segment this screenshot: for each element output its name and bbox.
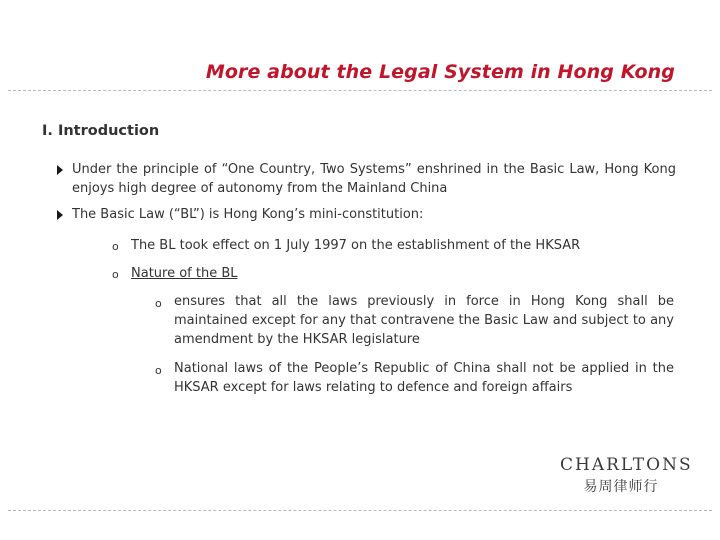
bullet-text: Under the principle of “One Country, Two Systems” enshrined in the Basic Law, Hong Kong enjoys high degree of autonomy from the Mainland China xyxy=(72,162,676,196)
logo-name-zh: 易周律师行 xyxy=(583,479,659,495)
circle-bullet-icon: o xyxy=(155,364,162,377)
bullet-text: The Basic Law (“BL”) is Hong Kong’s mini-constitution: xyxy=(72,207,424,222)
sub-sub-item-text: ensures that all the laws previously in force in Hong Kong shall be maintained except for any that contravene the Basic Law and subject to any amendment by the HKSAR legislature xyxy=(174,294,674,347)
sub-item-text: Nature of the BL xyxy=(131,266,238,281)
logo-name-en: CHARLTONS xyxy=(560,455,693,475)
circle-bullet-icon: o xyxy=(112,268,119,281)
arrow-bullet-icon xyxy=(57,210,63,220)
section-heading xyxy=(42,123,159,139)
slide-title: More about the Legal System in Hong Kong xyxy=(205,61,675,83)
sub-sub-item-text: National laws of the People’s Republic of China shall not be applied in the HKSAR except for laws relating to defence and foreign affairs xyxy=(174,361,674,395)
arrow-bullet-icon xyxy=(57,165,63,175)
top-divider xyxy=(8,90,712,91)
section-title: Introduction xyxy=(57,123,160,139)
charltons-logo xyxy=(560,455,693,500)
circle-bullet-icon: o xyxy=(112,240,119,253)
bottom-divider xyxy=(8,510,712,511)
sub-item-text: The BL took effect on 1 July 1997 on the establishment of the HKSAR xyxy=(131,238,581,253)
circle-bullet-icon: o xyxy=(155,297,162,310)
section-number: I. xyxy=(42,123,53,139)
